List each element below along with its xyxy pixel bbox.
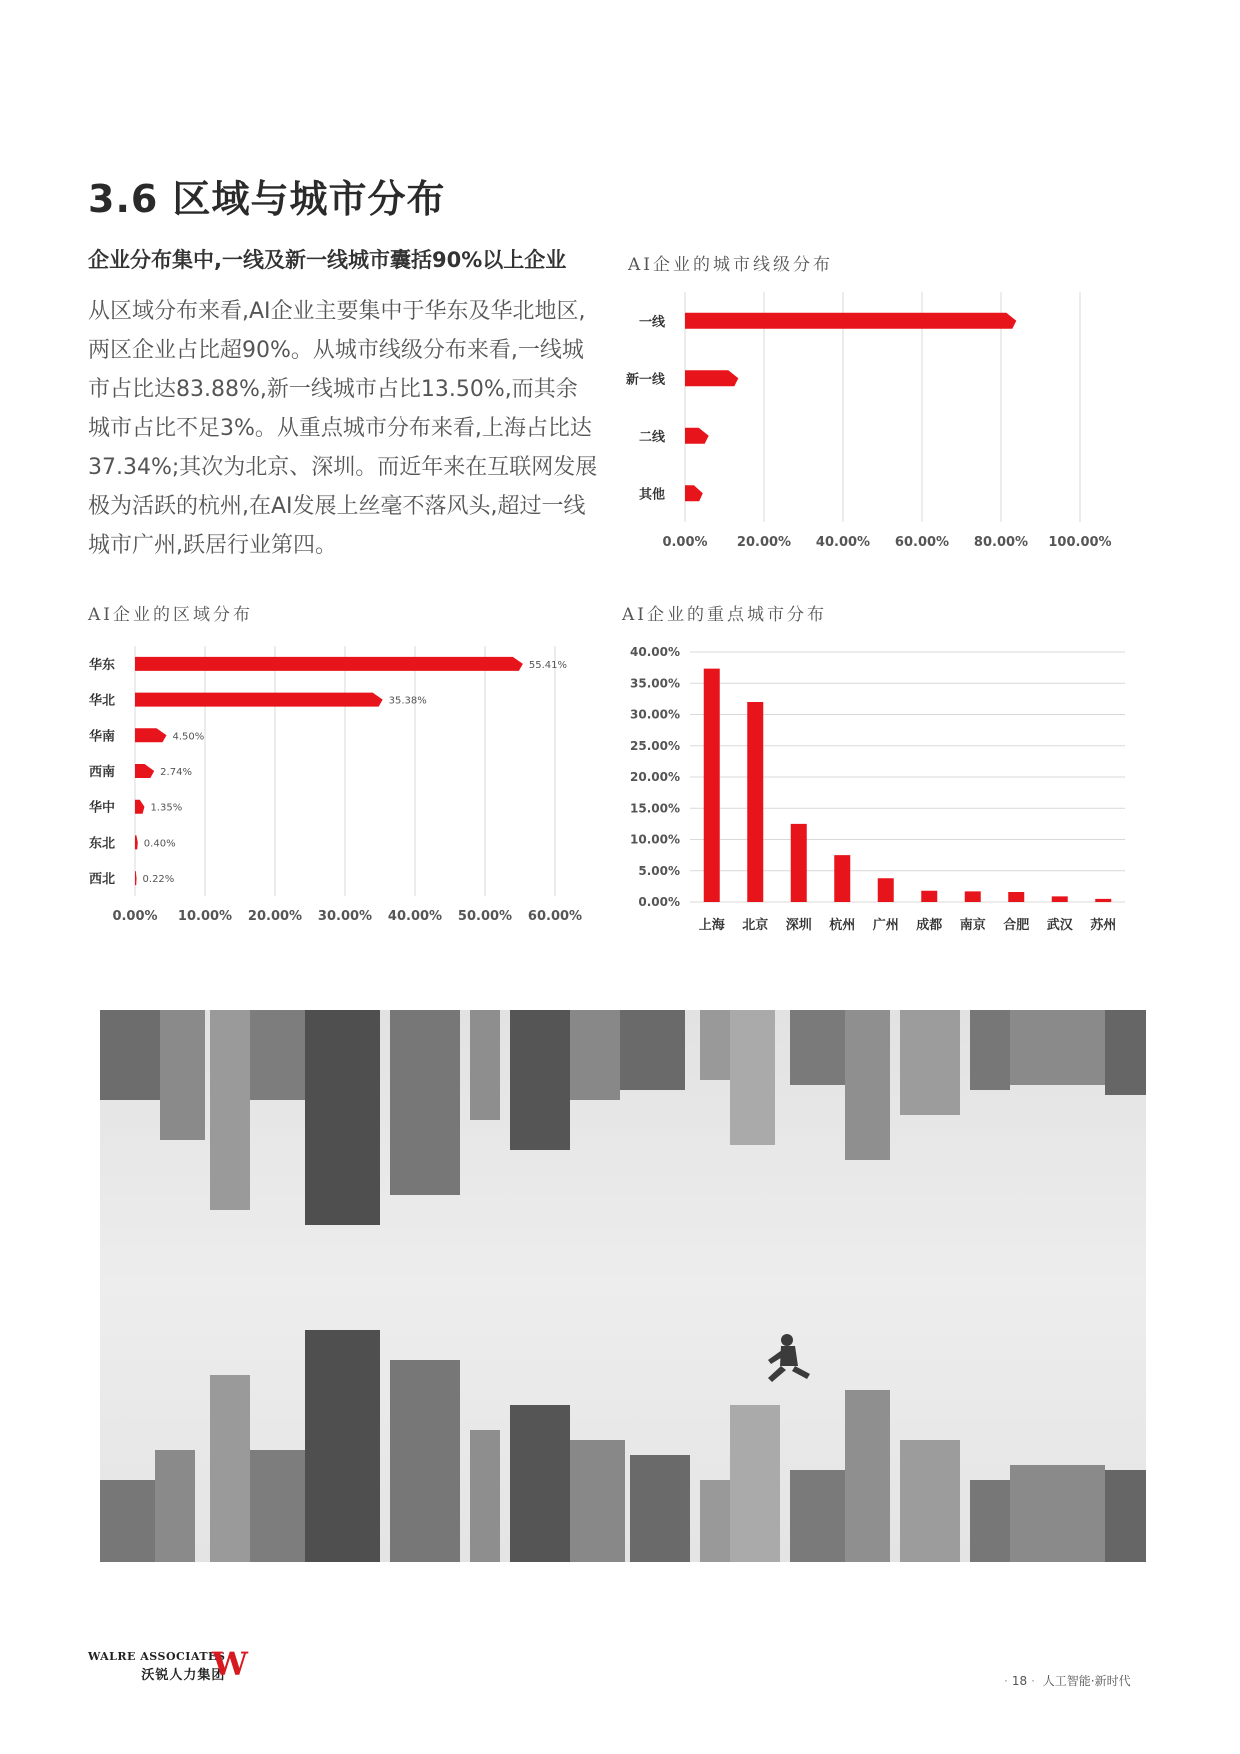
x-tick-label: 20.00% xyxy=(247,909,303,924)
page-title: 3.6 区域与城市分布 xyxy=(88,177,446,221)
chart-region xyxy=(80,636,620,936)
data-label: 0.40% xyxy=(143,838,176,850)
x-category-label: 深圳 xyxy=(785,918,812,933)
bar xyxy=(135,800,144,814)
x-category-label: 武汉 xyxy=(1046,918,1073,933)
skyline-photo xyxy=(100,1010,1146,1562)
brand-w-mark: W xyxy=(212,1645,248,1683)
section-subtitle: 企业分布集中,一线及新一线城市囊括90%以上企业 xyxy=(88,248,567,272)
x-category-label: 南京 xyxy=(959,918,986,933)
bar xyxy=(1095,899,1111,902)
bar xyxy=(834,855,850,902)
bar xyxy=(135,693,383,707)
data-label: 1.35% xyxy=(150,802,183,814)
x-tick-label: 60.00% xyxy=(527,909,583,924)
x-category-label: 上海 xyxy=(698,918,725,933)
x-category-label: 苏州 xyxy=(1090,918,1117,933)
x-tick-label: 50.00% xyxy=(457,909,513,924)
x-category-label: 北京 xyxy=(742,918,769,933)
bar xyxy=(135,871,137,885)
x-tick-label: 30.00% xyxy=(317,909,373,924)
y-tick-label: 20.00% xyxy=(630,770,680,784)
x-tick-label: 10.00% xyxy=(177,909,233,924)
x-tick-label: 60.00% xyxy=(894,535,950,550)
bar xyxy=(685,370,738,386)
brand-logo xyxy=(88,1650,225,1683)
bar xyxy=(921,891,937,902)
y-category-label: 新一线 xyxy=(625,372,665,388)
y-category-label: 二线 xyxy=(638,429,665,445)
bar xyxy=(1008,892,1024,902)
bar xyxy=(704,669,720,902)
x-category-label: 合肥 xyxy=(1003,918,1030,933)
data-label: 55.41% xyxy=(528,659,568,671)
x-tick-label: 0.00% xyxy=(662,535,708,550)
data-label: 35.38% xyxy=(388,695,427,707)
page-footer: · 18 · 人工智能·新时代 xyxy=(1004,1674,1131,1688)
y-category-label: 华南 xyxy=(88,729,115,745)
x-category-label: 广州 xyxy=(872,918,899,933)
y-category-label: 西南 xyxy=(88,765,115,780)
x-tick-label: 80.00% xyxy=(973,535,1029,550)
bar xyxy=(965,891,981,902)
y-tick-label: 25.00% xyxy=(630,738,680,753)
x-tick-label: 100.00% xyxy=(1048,535,1112,550)
y-category-label: 华北 xyxy=(88,693,115,709)
y-tick-label: 30.00% xyxy=(630,707,680,722)
y-tick-label: 35.00% xyxy=(630,676,680,691)
jumping-person-figure xyxy=(768,1334,810,1382)
y-tick-label: 0.00% xyxy=(638,895,680,909)
bar xyxy=(685,428,709,444)
bar xyxy=(685,485,703,501)
y-category-label: 其他 xyxy=(638,487,665,503)
x-tick-label: 0.00% xyxy=(112,909,158,924)
y-tick-label: 40.00% xyxy=(630,645,680,659)
brand-name-cn: 沃锐人力集团 xyxy=(141,1668,226,1683)
chart-city-tier xyxy=(620,280,1140,560)
bar xyxy=(747,702,763,902)
bar xyxy=(1052,896,1068,902)
x-tick-label: 20.00% xyxy=(736,535,792,550)
bar xyxy=(878,878,894,902)
bar xyxy=(685,313,1016,329)
x-tick-label: 40.00% xyxy=(387,909,443,924)
bar xyxy=(135,728,167,742)
y-category-label: 东北 xyxy=(88,836,115,852)
bar xyxy=(135,657,523,671)
y-category-label: 一线 xyxy=(638,314,665,330)
y-category-label: 西北 xyxy=(88,872,115,888)
brand-name-en: WALRE ASSOCIATES xyxy=(88,1650,226,1663)
chart-title-region: AI企业的区域分布 xyxy=(88,605,253,625)
inverted-skyline-illustration xyxy=(100,1010,1146,1562)
y-category-label: 华中 xyxy=(88,800,115,816)
chart-title-city-tier: AI企业的城市线级分布 xyxy=(628,255,833,275)
y-tick-label: 15.00% xyxy=(630,801,680,816)
bar xyxy=(135,835,138,849)
chart-key-city xyxy=(610,640,1150,940)
x-tick-label: 40.00% xyxy=(815,535,871,550)
x-category-label: 成都 xyxy=(916,918,943,933)
data-label: 0.22% xyxy=(142,874,175,886)
bar xyxy=(791,824,807,902)
report-name: 人工智能·新时代 xyxy=(1042,1674,1131,1688)
data-label: 4.50% xyxy=(172,731,205,743)
y-tick-label: 10.00% xyxy=(630,832,680,847)
chart-title-key-city: AI企业的重点城市分布 xyxy=(622,605,827,625)
y-tick-label: 5.00% xyxy=(638,863,680,878)
x-category-label: 杭州 xyxy=(829,918,856,933)
page-number: 18 xyxy=(1011,1674,1028,1688)
data-label: 2.74% xyxy=(160,767,192,778)
bar xyxy=(135,764,154,778)
y-category-label: 华东 xyxy=(88,657,115,673)
body-paragraph: 从区域分布来看,AI企业主要集中于华东及华北地区,两区企业占比超90%。从城市线级分布来看,一线城市占比达83.88%,新一线城市占比13.50%,而其余城市占比不足3%。从重点城市分布来看,上海占比达37.34%;其次为北京、深圳。而近年来在互联网发展极为活跃的杭州,在AI发展上丝毫不落风头,超过一线城市广州,跃居行业第四。 xyxy=(88,299,598,558)
